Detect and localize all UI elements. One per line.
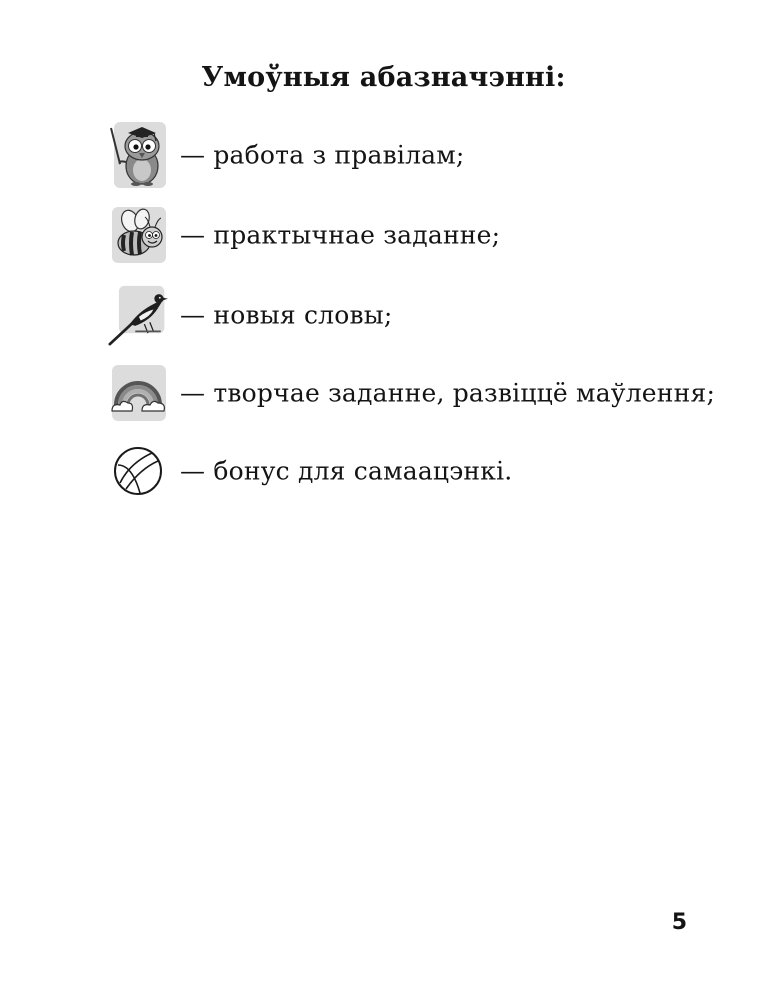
legend-item-creative [100,358,740,428]
legend-text: — творчае заданне, развіццё маўлення; [180,378,716,408]
legend-item-bonus [100,436,740,506]
page-number: 5 [671,910,687,935]
legend-item-practice [100,200,740,270]
legend-text: — практычнае заданне; [180,220,501,250]
legend-text: — бонус для самаацэнкі. [180,456,513,486]
bee-icon [108,200,168,270]
page-title: Умоўныя абазначэнні: [201,62,566,93]
legend-text: — новыя словы; [180,300,393,330]
legend-item-new-words [100,280,740,350]
owl-teacher-icon [108,120,168,190]
ball-icon [108,436,168,506]
magpie-icon [108,280,168,350]
legend-text: — работа з правілам; [180,140,465,170]
legend-item-rule [100,120,740,190]
rainbow-icon [108,358,168,428]
